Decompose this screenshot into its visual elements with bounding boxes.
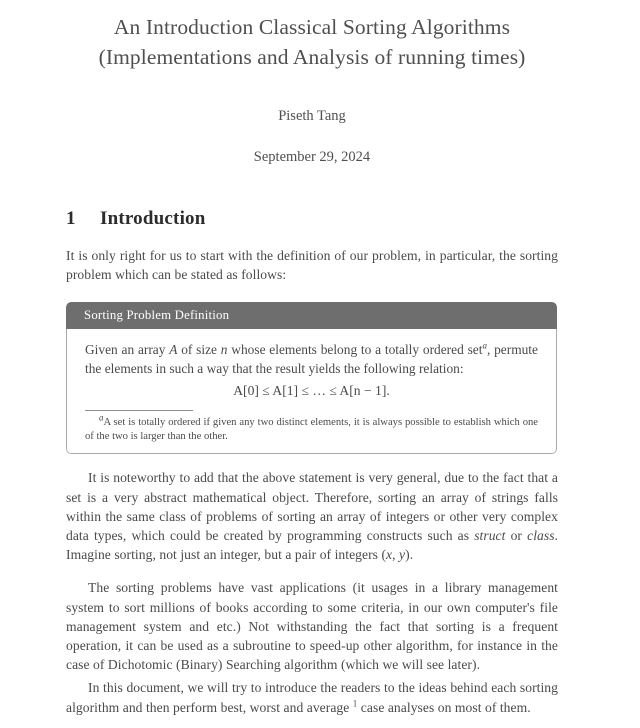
footnote-marker-1: 1 xyxy=(352,698,358,709)
footnote-label-a: a xyxy=(99,412,104,423)
footnote-body-text: A set is totally ordered if given any two distinct elements, it is always possible to establish which one of the two is larger than the other. xyxy=(85,417,538,443)
author-name: Piseth Tang xyxy=(278,108,346,124)
paragraph-document-scope xyxy=(66,678,558,716)
math-var-x: x xyxy=(386,547,393,563)
definition-box-body xyxy=(66,329,557,454)
publication-date: September 29, 2024 xyxy=(253,149,371,165)
definition-text-pre: Given an array xyxy=(85,342,170,358)
noteworthy-text-pre: It is noteworthy to add that the above statement is very general, due to the fact that a set is a very abstract mathematical object. Therefore, sorting an array of strings falls within the same class of problems of sorting an array of integers or other very complex data types, which could be created by programming constructs such as xyxy=(66,470,558,544)
section-heading-introduction xyxy=(66,166,558,230)
definition-text-mid1: of size xyxy=(177,342,221,358)
definition-statement xyxy=(85,340,538,378)
ordering-equation: A[0] ≤ A[1] ≤ … ≤ A[n − 1]. xyxy=(233,383,390,399)
page-title xyxy=(66,0,558,72)
document-scope-post: case analyses on most of them. xyxy=(357,699,531,715)
title-line-1: An Introduction Classical Sorting Algorithms xyxy=(113,15,511,39)
sorting-problem-definition-box xyxy=(66,302,557,454)
definition-box-header: Sorting Problem Definition xyxy=(66,302,557,329)
noteworthy-text-mid: or xyxy=(505,528,528,544)
document-scope-pre: In this document, we will try to introduce the readers to the ideas behind each sorting algorithm and then perform best, worst and average xyxy=(66,680,558,715)
section-number: 1 xyxy=(66,208,76,229)
math-var-y: y xyxy=(399,547,406,563)
paragraph-noteworthy xyxy=(66,468,558,564)
footnote-marker-a: a xyxy=(482,340,487,351)
math-var-n: n xyxy=(220,342,228,358)
definition-footnote xyxy=(85,412,538,444)
code-keyword-struct: struct xyxy=(474,528,506,544)
footnote-rule xyxy=(85,410,193,411)
title-line-2: (Implementations and Analysis of running times) xyxy=(98,45,526,69)
noteworthy-comma: , xyxy=(392,547,400,563)
paragraph-intro: It is only right for us to start with the definition of our problem, in particular, the sorting problem which can be stated as follows: xyxy=(66,248,558,283)
paragraph-applications: The sorting problems have vast applications (it usages in a library management system to sort millions of books according to some criteria, in our own computer's file management system and etc.) Not withstanding the fact that sorting is a frequent operation, it can be used as a subroutine to speed-up other algorithm, for instance in the case of Dichotomic (Binary) Searching algorithm (which we will see later). xyxy=(66,580,558,673)
math-var-a: A xyxy=(169,342,178,358)
definition-text-mid2: whose elements belong to a totally ordered set xyxy=(227,342,483,358)
section-title: Introduction xyxy=(100,208,206,229)
definition-text-post: , permute the elements in such a way that the result yields the following relation: xyxy=(85,342,538,377)
code-keyword-class: class xyxy=(527,528,555,544)
noteworthy-text-end: ). xyxy=(405,547,414,563)
noteworthy-text-post: . Imagine sorting, not just an integer, but a pair of integers ( xyxy=(66,528,558,563)
